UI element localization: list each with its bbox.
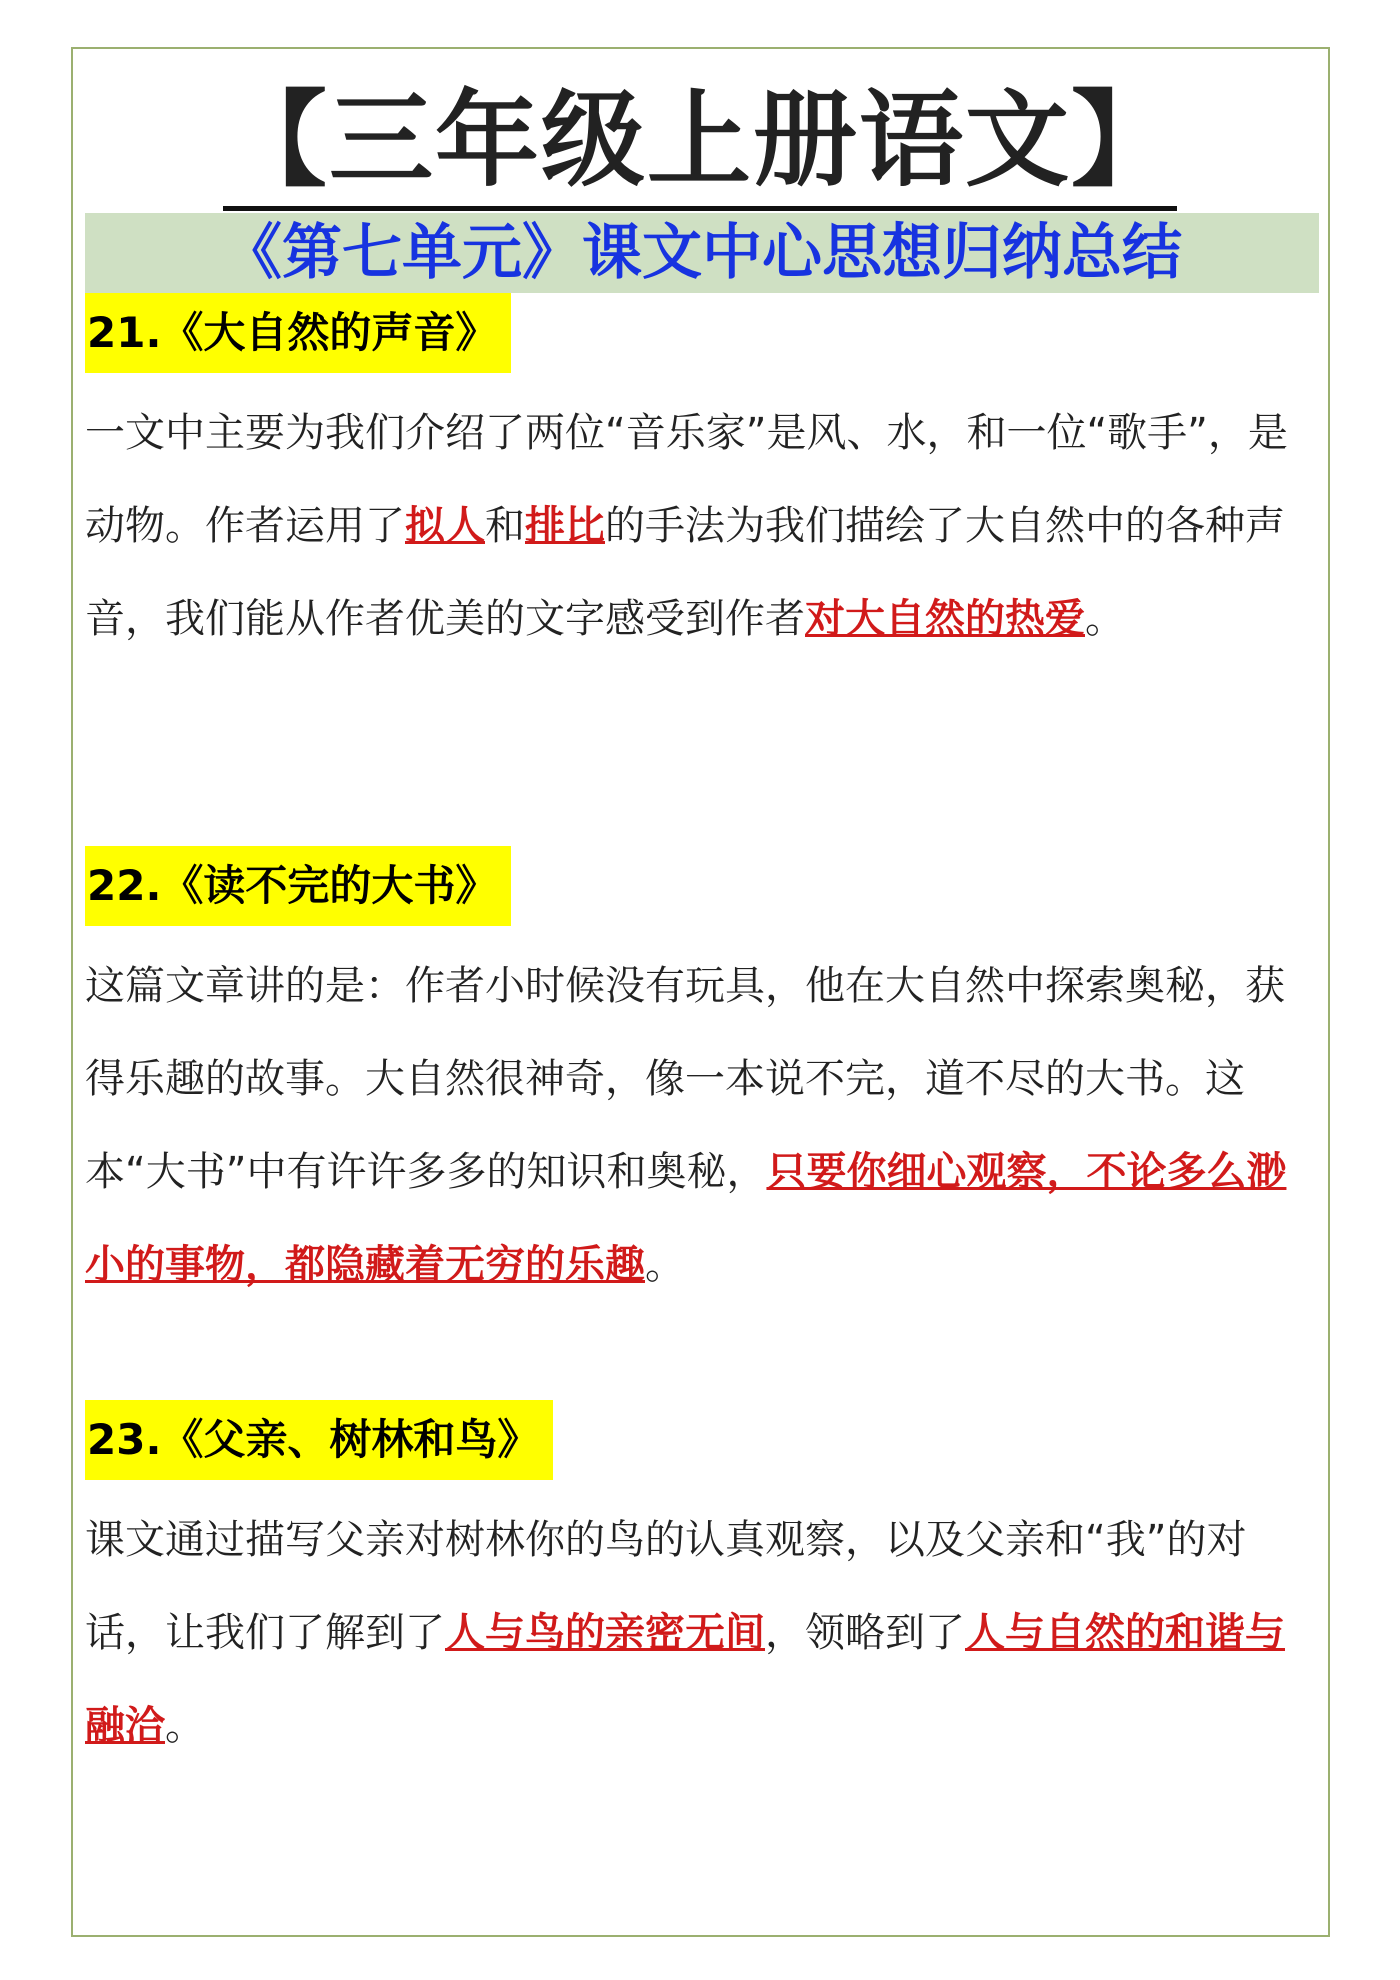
key-phrase: 人与鸟的亲密无间 bbox=[445, 1610, 765, 1656]
section-heading-23: 23.《父亲、树林和鸟》 bbox=[85, 1400, 553, 1480]
subtitle-text: 《第七单元》课文中心思想归纳总结 bbox=[222, 218, 1182, 288]
subtitle-banner bbox=[85, 213, 1319, 293]
section-paragraph-21: 一文中主要为我们介绍了两位“音乐家”是风、水，和一位“歌手”，是动物。作者运用了拟人和排比的手法为我们描绘了大自然中的各种声音，我们能从作者优美的文字感受到作者对大自然的热爱。 bbox=[85, 410, 1288, 642]
section-paragraph-22: 这篇文章讲的是：作者小时候没有玩具，他在大自然中探索奥秘，获得乐趣的故事。大自然很神奇，像一本说不完，道不尽的大书。这本“大书”中有许许多多的知识和奥秘，只要你细心观察，不论多么渺小的事物，都隐藏着无穷的乐趣。 bbox=[85, 963, 1287, 1288]
key-phrase: 只要你细心观察，不论多么渺小的事物，都隐藏着无穷的乐趣 bbox=[85, 1149, 1287, 1288]
page-title: 【三年级上册语文】 bbox=[0, 88, 1400, 211]
key-phrase: 排比 bbox=[525, 503, 605, 549]
section-paragraph-23: 课文通过描写父亲对树林你的鸟的认真观察，以及父亲和“我”的对话，让我们了解到了人与鸟的亲密无间，领略到了人与自然的和谐与融洽。 bbox=[85, 1517, 1285, 1749]
key-phrase: 拟人 bbox=[405, 503, 485, 549]
key-phrase: 对大自然的热爱 bbox=[805, 596, 1085, 642]
section-heading-21: 21.《大自然的声音》 bbox=[85, 293, 511, 373]
key-phrase: 人与自然的和谐与融洽 bbox=[85, 1610, 1285, 1749]
section-heading-22: 22.《读不完的大书》 bbox=[85, 846, 511, 926]
